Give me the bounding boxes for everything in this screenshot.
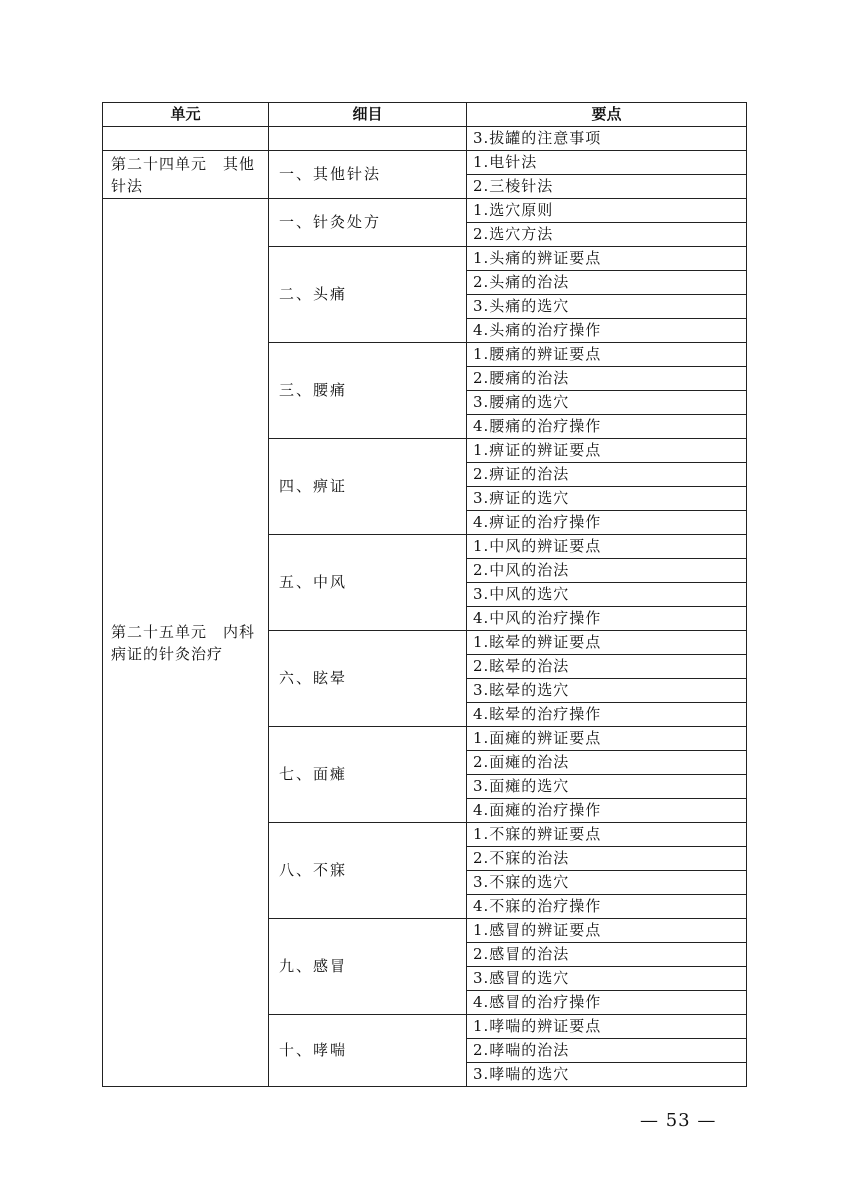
table-row [103,127,747,151]
point-cell: 3.眩晕的选穴 [467,679,747,703]
point-cell: 2.不寐的治法 [467,847,747,871]
point-cell: 1.痹证的辨证要点 [467,439,747,463]
point-cell: 3.拔罐的注意事项 [467,127,747,151]
item-cell: 三、腰痛 [269,343,467,439]
syllabus-table [102,102,747,1087]
item-cell: 八、不寐 [269,823,467,919]
point-cell: 3.头痛的选穴 [467,295,747,319]
item-cell: 九、感冒 [269,919,467,1015]
point-cell: 4.眩晕的治疗操作 [467,703,747,727]
point-cell: 1.中风的辨证要点 [467,535,747,559]
point-cell: 3.腰痛的选穴 [467,391,747,415]
header-item: 细目 [269,103,467,127]
item-cell: 七、面瘫 [269,727,467,823]
point-cell: 4.痹证的治疗操作 [467,511,747,535]
item-cell: 十、哮喘 [269,1015,467,1087]
page-number: — 53 — [640,1110,717,1131]
item-cell: 一、其他针法 [269,151,467,199]
unit-cell: 第二十五单元 内科病证的针灸治疗 [103,199,269,1087]
point-cell: 4.头痛的治疗操作 [467,319,747,343]
unit-cell: 第二十四单元 其他针法 [103,151,269,199]
point-cell: 3.哮喘的选穴 [467,1063,747,1087]
point-cell: 1.头痛的辨证要点 [467,247,747,271]
header-unit: 单元 [103,103,269,127]
item-cell: 二、头痛 [269,247,467,343]
table-body [103,127,747,1087]
point-cell: 1.哮喘的辨证要点 [467,1015,747,1039]
point-cell: 3.不寐的选穴 [467,871,747,895]
point-cell: 4.腰痛的治疗操作 [467,415,747,439]
table-row [103,151,747,175]
point-cell: 2.三棱针法 [467,175,747,199]
point-cell: 1.腰痛的辨证要点 [467,343,747,367]
point-cell: 1.面瘫的辨证要点 [467,727,747,751]
header-row [103,103,747,127]
point-cell: 2.选穴方法 [467,223,747,247]
point-cell: 4.感冒的治疗操作 [467,991,747,1015]
point-cell: 2.感冒的治法 [467,943,747,967]
item-cell: 五、中风 [269,535,467,631]
point-cell: 2.哮喘的治法 [467,1039,747,1063]
table-row [103,199,747,223]
item-cell: 一、针灸处方 [269,199,467,247]
point-cell: 2.痹证的治法 [467,463,747,487]
point-cell: 1.眩晕的辨证要点 [467,631,747,655]
unit-cell-empty [103,127,269,151]
point-cell: 1.电针法 [467,151,747,175]
item-cell: 四、痹证 [269,439,467,535]
point-cell: 1.选穴原则 [467,199,747,223]
item-cell-empty [269,127,467,151]
item-cell: 六、眩晕 [269,631,467,727]
point-cell: 3.中风的选穴 [467,583,747,607]
point-cell: 2.面瘫的治法 [467,751,747,775]
point-cell: 2.中风的治法 [467,559,747,583]
point-cell: 2.腰痛的治法 [467,367,747,391]
point-cell: 3.痹证的选穴 [467,487,747,511]
point-cell: 4.不寐的治疗操作 [467,895,747,919]
point-cell: 2.眩晕的治法 [467,655,747,679]
point-cell: 3.面瘫的选穴 [467,775,747,799]
point-cell: 1.不寐的辨证要点 [467,823,747,847]
header-point: 要点 [467,103,747,127]
point-cell: 4.面瘫的治疗操作 [467,799,747,823]
point-cell: 4.中风的治疗操作 [467,607,747,631]
point-cell: 2.头痛的治法 [467,271,747,295]
point-cell: 1.感冒的辨证要点 [467,919,747,943]
point-cell: 3.感冒的选穴 [467,967,747,991]
